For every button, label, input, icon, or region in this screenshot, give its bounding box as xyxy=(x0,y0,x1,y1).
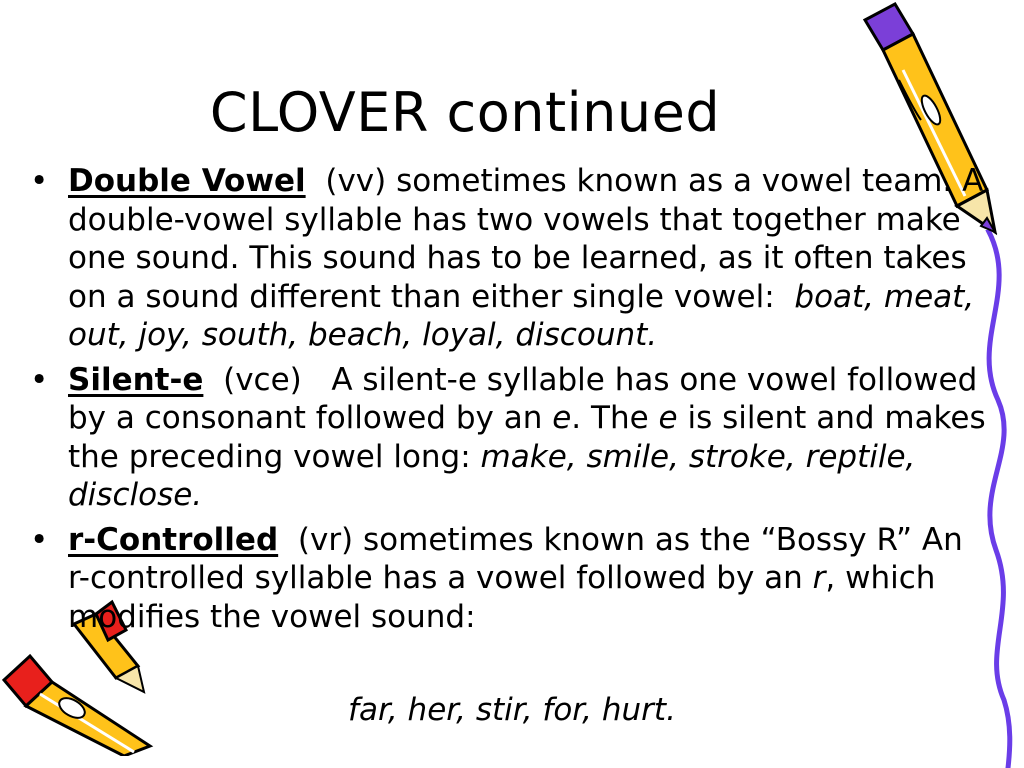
r-controlled-description-part-2: , which modifies the vowel sound: xyxy=(68,560,936,635)
silent-e-letter-1: e xyxy=(552,400,572,436)
slide-title: CLOVER continued xyxy=(209,81,721,144)
bullet-r-controlled xyxy=(30,521,990,637)
bullet-double-vowel xyxy=(30,162,990,355)
abbr-vr: (vr) xyxy=(297,521,354,558)
bullet-dot: • xyxy=(30,521,49,558)
term-double-vowel: Double Vowel xyxy=(68,163,306,199)
silent-e-description-part-2: . The xyxy=(571,400,649,436)
r-controlled-description-part-1: sometimes known as the “Bossy R” An r-controlled syllable has a vowel followed by an xyxy=(68,521,963,596)
term-silent-e: Silent-e xyxy=(68,361,204,398)
double-vowel-description: sometimes known as a vowel team. A double-vowel syllable has two vowels that together make one sound. This sound has to be learned, as it often takes on a sound different than either single vowel: xyxy=(68,163,984,315)
bullet-list xyxy=(30,162,990,642)
bullet-dot: • xyxy=(30,361,49,398)
silent-e-examples: make, smile, stroke, reptile, disclose. xyxy=(68,438,916,513)
bullet-silent-e xyxy=(30,361,990,515)
double-vowel-examples: boat, meat, out, joy, south, beach, loyal, discount. xyxy=(68,278,975,353)
silent-e-description-part-3: is silent and makes the preceding vowel long: xyxy=(68,400,986,475)
term-r-controlled: r-Controlled xyxy=(68,521,279,558)
r-controlled-examples: far, her, stir, for, hurt. xyxy=(348,692,676,728)
bullet-dot: • xyxy=(30,163,49,199)
silent-e-description-part-1: A silent-e syllable has one vowel followed by a consonant followed by an xyxy=(68,361,978,436)
silent-e-letter-2: e xyxy=(658,400,678,436)
r-controlled-letter: r xyxy=(812,560,826,596)
abbr-vce: (vce) xyxy=(223,361,302,398)
abbr-vv: (vv) xyxy=(325,163,387,199)
